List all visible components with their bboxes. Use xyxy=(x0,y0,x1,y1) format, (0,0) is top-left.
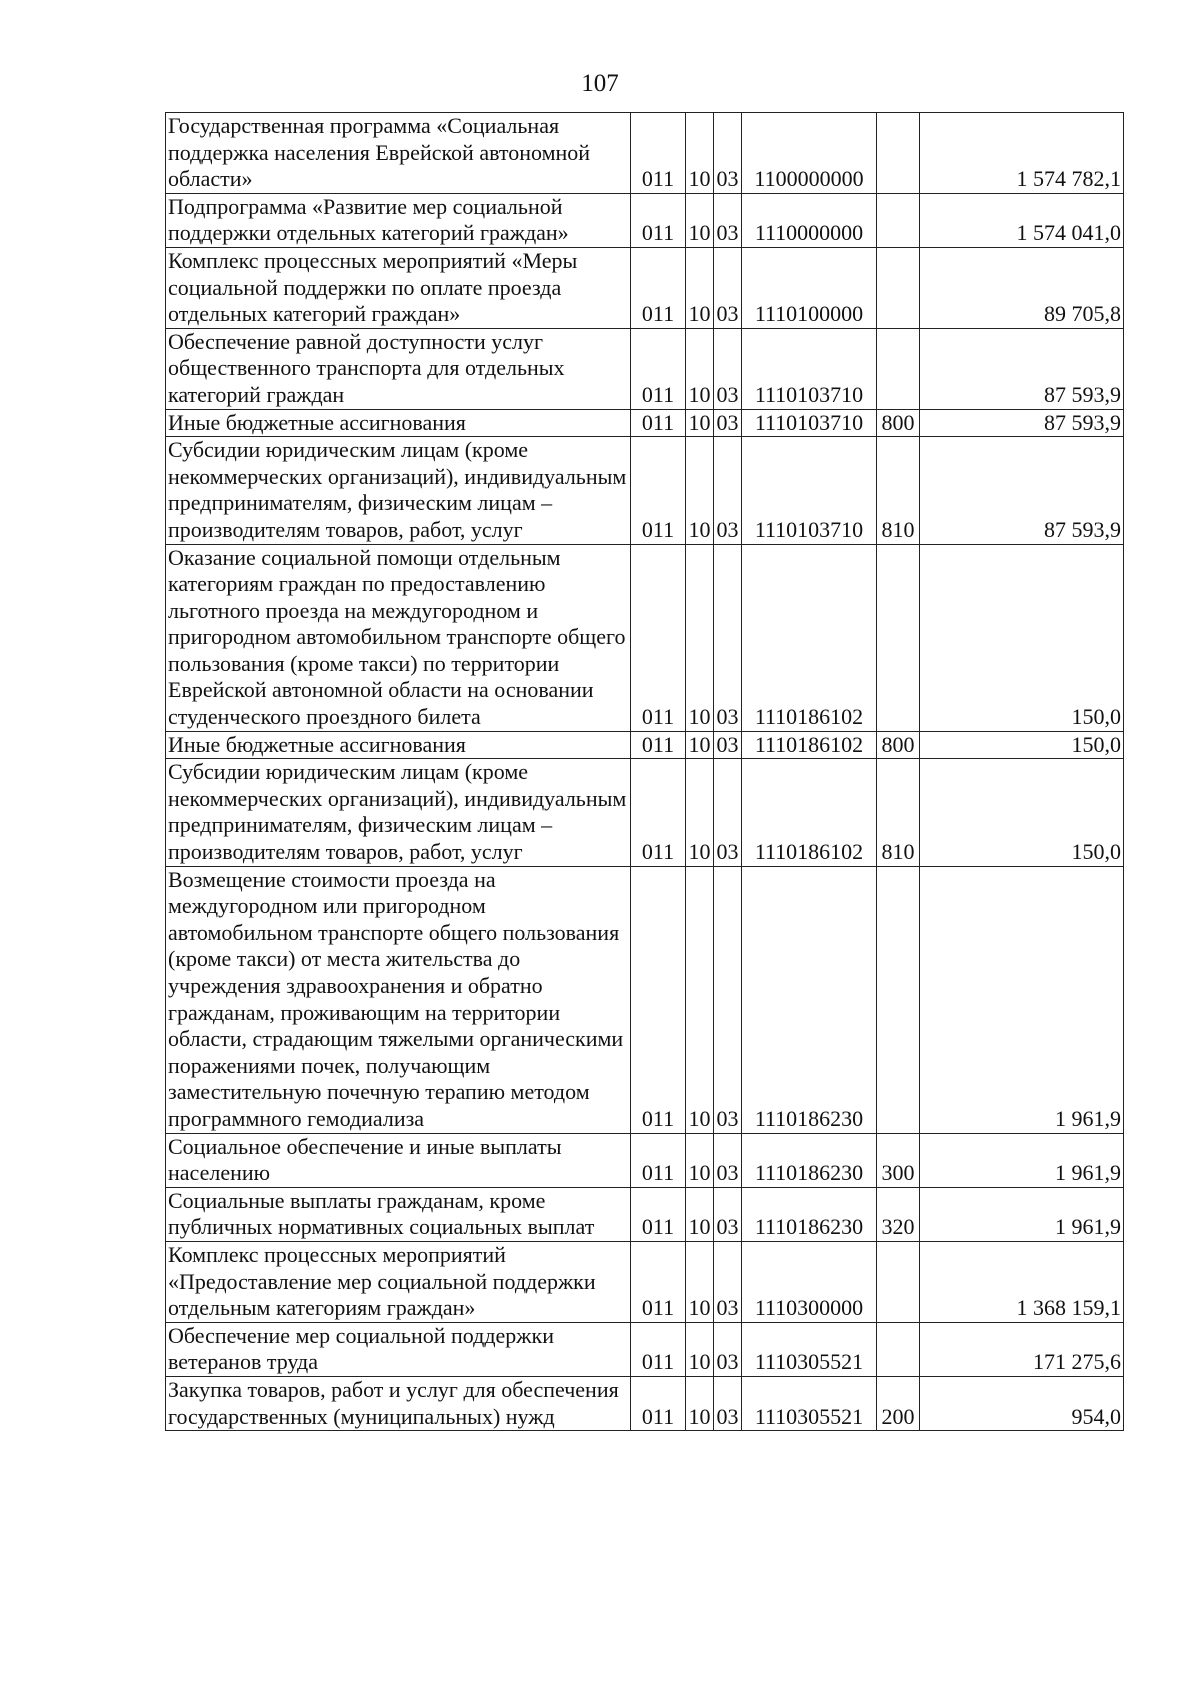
row-rz-cell: 10 xyxy=(686,1376,714,1430)
row-ved-cell: 011 xyxy=(631,544,686,731)
row-pr-cell: 03 xyxy=(714,1241,742,1322)
row-rz-cell: 10 xyxy=(686,1133,714,1187)
table-row xyxy=(166,759,1124,866)
row-pr-cell: 03 xyxy=(714,1376,742,1430)
table-row xyxy=(166,409,1124,437)
row-ved-cell: 011 xyxy=(631,1133,686,1187)
table-row xyxy=(166,1376,1124,1430)
row-amount-cell: 1 574 782,1 xyxy=(920,113,1124,194)
row-pr-cell: 03 xyxy=(714,759,742,866)
row-vr-cell xyxy=(877,113,920,194)
table-row xyxy=(166,437,1124,544)
row-vr-cell xyxy=(877,866,920,1133)
row-csr-cell: 1110100000 xyxy=(742,247,877,328)
row-rz-cell: 10 xyxy=(686,866,714,1133)
row-ved-cell: 011 xyxy=(631,328,686,409)
row-csr-cell: 1110305521 xyxy=(742,1376,877,1430)
row-pr-cell: 03 xyxy=(714,328,742,409)
budget-table-body xyxy=(166,113,1124,1431)
row-rz-cell: 10 xyxy=(686,731,714,759)
row-csr-cell: 1110305521 xyxy=(742,1322,877,1376)
budget-table xyxy=(165,112,1124,1431)
row-rz-cell: 10 xyxy=(686,437,714,544)
table-row xyxy=(166,731,1124,759)
row-csr-cell: 1110103710 xyxy=(742,328,877,409)
row-csr-cell: 1110300000 xyxy=(742,1241,877,1322)
row-csr-cell: 1110000000 xyxy=(742,193,877,247)
table-row xyxy=(166,866,1124,1133)
row-vr-cell: 810 xyxy=(877,759,920,866)
row-ved-cell: 011 xyxy=(631,409,686,437)
table-row xyxy=(166,1187,1124,1241)
row-amount-cell: 1 574 041,0 xyxy=(920,193,1124,247)
row-rz-cell: 10 xyxy=(686,544,714,731)
row-pr-cell: 03 xyxy=(714,409,742,437)
row-vr-cell xyxy=(877,328,920,409)
row-vr-cell: 800 xyxy=(877,409,920,437)
row-name-cell: Закупка товаров, работ и услуг для обеспечения государственных (муниципальных) нужд xyxy=(166,1376,631,1430)
row-amount-cell: 1 961,9 xyxy=(920,866,1124,1133)
row-name-cell: Субсидии юридическим лицам (кроме некоммерческих организаций), индивидуальным предпринимателям, физическим лицам – производителям товаров, работ, услуг xyxy=(166,759,631,866)
table-row xyxy=(166,1133,1124,1187)
row-rz-cell: 10 xyxy=(686,759,714,866)
row-name-cell: Комплекс процессных мероприятий «Меры социальной поддержки по оплате проезда отдельных категорий граждан» xyxy=(166,247,631,328)
row-vr-cell xyxy=(877,193,920,247)
row-rz-cell: 10 xyxy=(686,409,714,437)
row-ved-cell: 011 xyxy=(631,731,686,759)
row-pr-cell: 03 xyxy=(714,1187,742,1241)
row-amount-cell: 1 368 159,1 xyxy=(920,1241,1124,1322)
table-row xyxy=(166,193,1124,247)
row-ved-cell: 011 xyxy=(631,1241,686,1322)
row-name-cell: Иные бюджетные ассигнования xyxy=(166,731,631,759)
row-amount-cell: 150,0 xyxy=(920,759,1124,866)
table-row xyxy=(166,1241,1124,1322)
row-amount-cell: 1 961,9 xyxy=(920,1187,1124,1241)
row-amount-cell: 954,0 xyxy=(920,1376,1124,1430)
row-amount-cell: 171 275,6 xyxy=(920,1322,1124,1376)
row-rz-cell: 10 xyxy=(686,328,714,409)
row-pr-cell: 03 xyxy=(714,247,742,328)
row-name-cell: Иные бюджетные ассигнования xyxy=(166,409,631,437)
row-csr-cell: 1110186102 xyxy=(742,731,877,759)
row-rz-cell: 10 xyxy=(686,1187,714,1241)
table-row xyxy=(166,247,1124,328)
row-name-cell: Социальные выплаты гражданам, кроме публичных нормативных социальных выплат xyxy=(166,1187,631,1241)
row-ved-cell: 011 xyxy=(631,113,686,194)
row-pr-cell: 03 xyxy=(714,866,742,1133)
row-amount-cell: 1 961,9 xyxy=(920,1133,1124,1187)
row-ved-cell: 011 xyxy=(631,1376,686,1430)
row-name-cell: Комплекс процессных мероприятий «Предоставление мер социальной поддержки отдельным категориям граждан» xyxy=(166,1241,631,1322)
row-name-cell: Возмещение стоимости проезда на междугородном или пригородном автомобильном транспорте общего пользования (кроме такси) от места жительства до учреждения здравоохранения и обратно гражданам, проживающим на территории области, страдающим тяжелыми органическими поражениями почек, получающим заместительную почечную терапию методом программного гемодиализа xyxy=(166,866,631,1133)
row-ved-cell: 011 xyxy=(631,759,686,866)
row-csr-cell: 1110186230 xyxy=(742,866,877,1133)
row-amount-cell: 150,0 xyxy=(920,731,1124,759)
row-csr-cell: 1110103710 xyxy=(742,409,877,437)
row-pr-cell: 03 xyxy=(714,113,742,194)
row-pr-cell: 03 xyxy=(714,1322,742,1376)
row-csr-cell: 1100000000 xyxy=(742,113,877,194)
row-vr-cell xyxy=(877,1241,920,1322)
row-vr-cell: 810 xyxy=(877,437,920,544)
row-pr-cell: 03 xyxy=(714,437,742,544)
row-name-cell: Социальное обеспечение и иные выплаты населению xyxy=(166,1133,631,1187)
row-ved-cell: 011 xyxy=(631,193,686,247)
row-pr-cell: 03 xyxy=(714,731,742,759)
row-rz-cell: 10 xyxy=(686,247,714,328)
row-name-cell: Субсидии юридическим лицам (кроме некоммерческих организаций), индивидуальным предпринимателям, физическим лицам – производителям товаров, работ, услуг xyxy=(166,437,631,544)
row-pr-cell: 03 xyxy=(714,193,742,247)
row-amount-cell: 87 593,9 xyxy=(920,328,1124,409)
row-name-cell: Оказание социальной помощи отдельным категориям граждан по предоставлению льготного проезда на междугородном и пригородном автомобильном транспорте общего пользования (кроме такси) по территории Еврейской автономной области на основании студенческого проездного билета xyxy=(166,544,631,731)
table-row xyxy=(166,113,1124,194)
row-vr-cell: 300 xyxy=(877,1133,920,1187)
row-pr-cell: 03 xyxy=(714,544,742,731)
row-name-cell: Обеспечение равной доступности услуг общественного транспорта для отдельных категорий граждан xyxy=(166,328,631,409)
row-csr-cell: 1110186230 xyxy=(742,1133,877,1187)
row-rz-cell: 10 xyxy=(686,113,714,194)
table-row xyxy=(166,1322,1124,1376)
row-ved-cell: 011 xyxy=(631,1187,686,1241)
row-rz-cell: 10 xyxy=(686,193,714,247)
row-csr-cell: 1110186102 xyxy=(742,759,877,866)
row-rz-cell: 10 xyxy=(686,1322,714,1376)
row-vr-cell: 320 xyxy=(877,1187,920,1241)
row-ved-cell: 011 xyxy=(631,247,686,328)
row-vr-cell xyxy=(877,247,920,328)
row-pr-cell: 03 xyxy=(714,1133,742,1187)
row-amount-cell: 89 705,8 xyxy=(920,247,1124,328)
row-vr-cell xyxy=(877,1322,920,1376)
row-ved-cell: 011 xyxy=(631,1322,686,1376)
row-amount-cell: 87 593,9 xyxy=(920,409,1124,437)
row-ved-cell: 011 xyxy=(631,866,686,1133)
row-vr-cell xyxy=(877,544,920,731)
row-name-cell: Подпрограмма «Развитие мер социальной поддержки отдельных категорий граждан» xyxy=(166,193,631,247)
row-rz-cell: 10 xyxy=(686,1241,714,1322)
table-row xyxy=(166,544,1124,731)
row-csr-cell: 1110186102 xyxy=(742,544,877,731)
table-row xyxy=(166,328,1124,409)
page-number: 107 xyxy=(581,70,619,97)
row-amount-cell: 87 593,9 xyxy=(920,437,1124,544)
row-vr-cell: 800 xyxy=(877,731,920,759)
row-csr-cell: 1110103710 xyxy=(742,437,877,544)
row-vr-cell: 200 xyxy=(877,1376,920,1430)
row-name-cell: Обеспечение мер социальной поддержки ветеранов труда xyxy=(166,1322,631,1376)
row-ved-cell: 011 xyxy=(631,437,686,544)
row-amount-cell: 150,0 xyxy=(920,544,1124,731)
row-csr-cell: 1110186230 xyxy=(742,1187,877,1241)
row-name-cell: Государственная программа «Социальная поддержка населения Еврейской автономной области» xyxy=(166,113,631,194)
